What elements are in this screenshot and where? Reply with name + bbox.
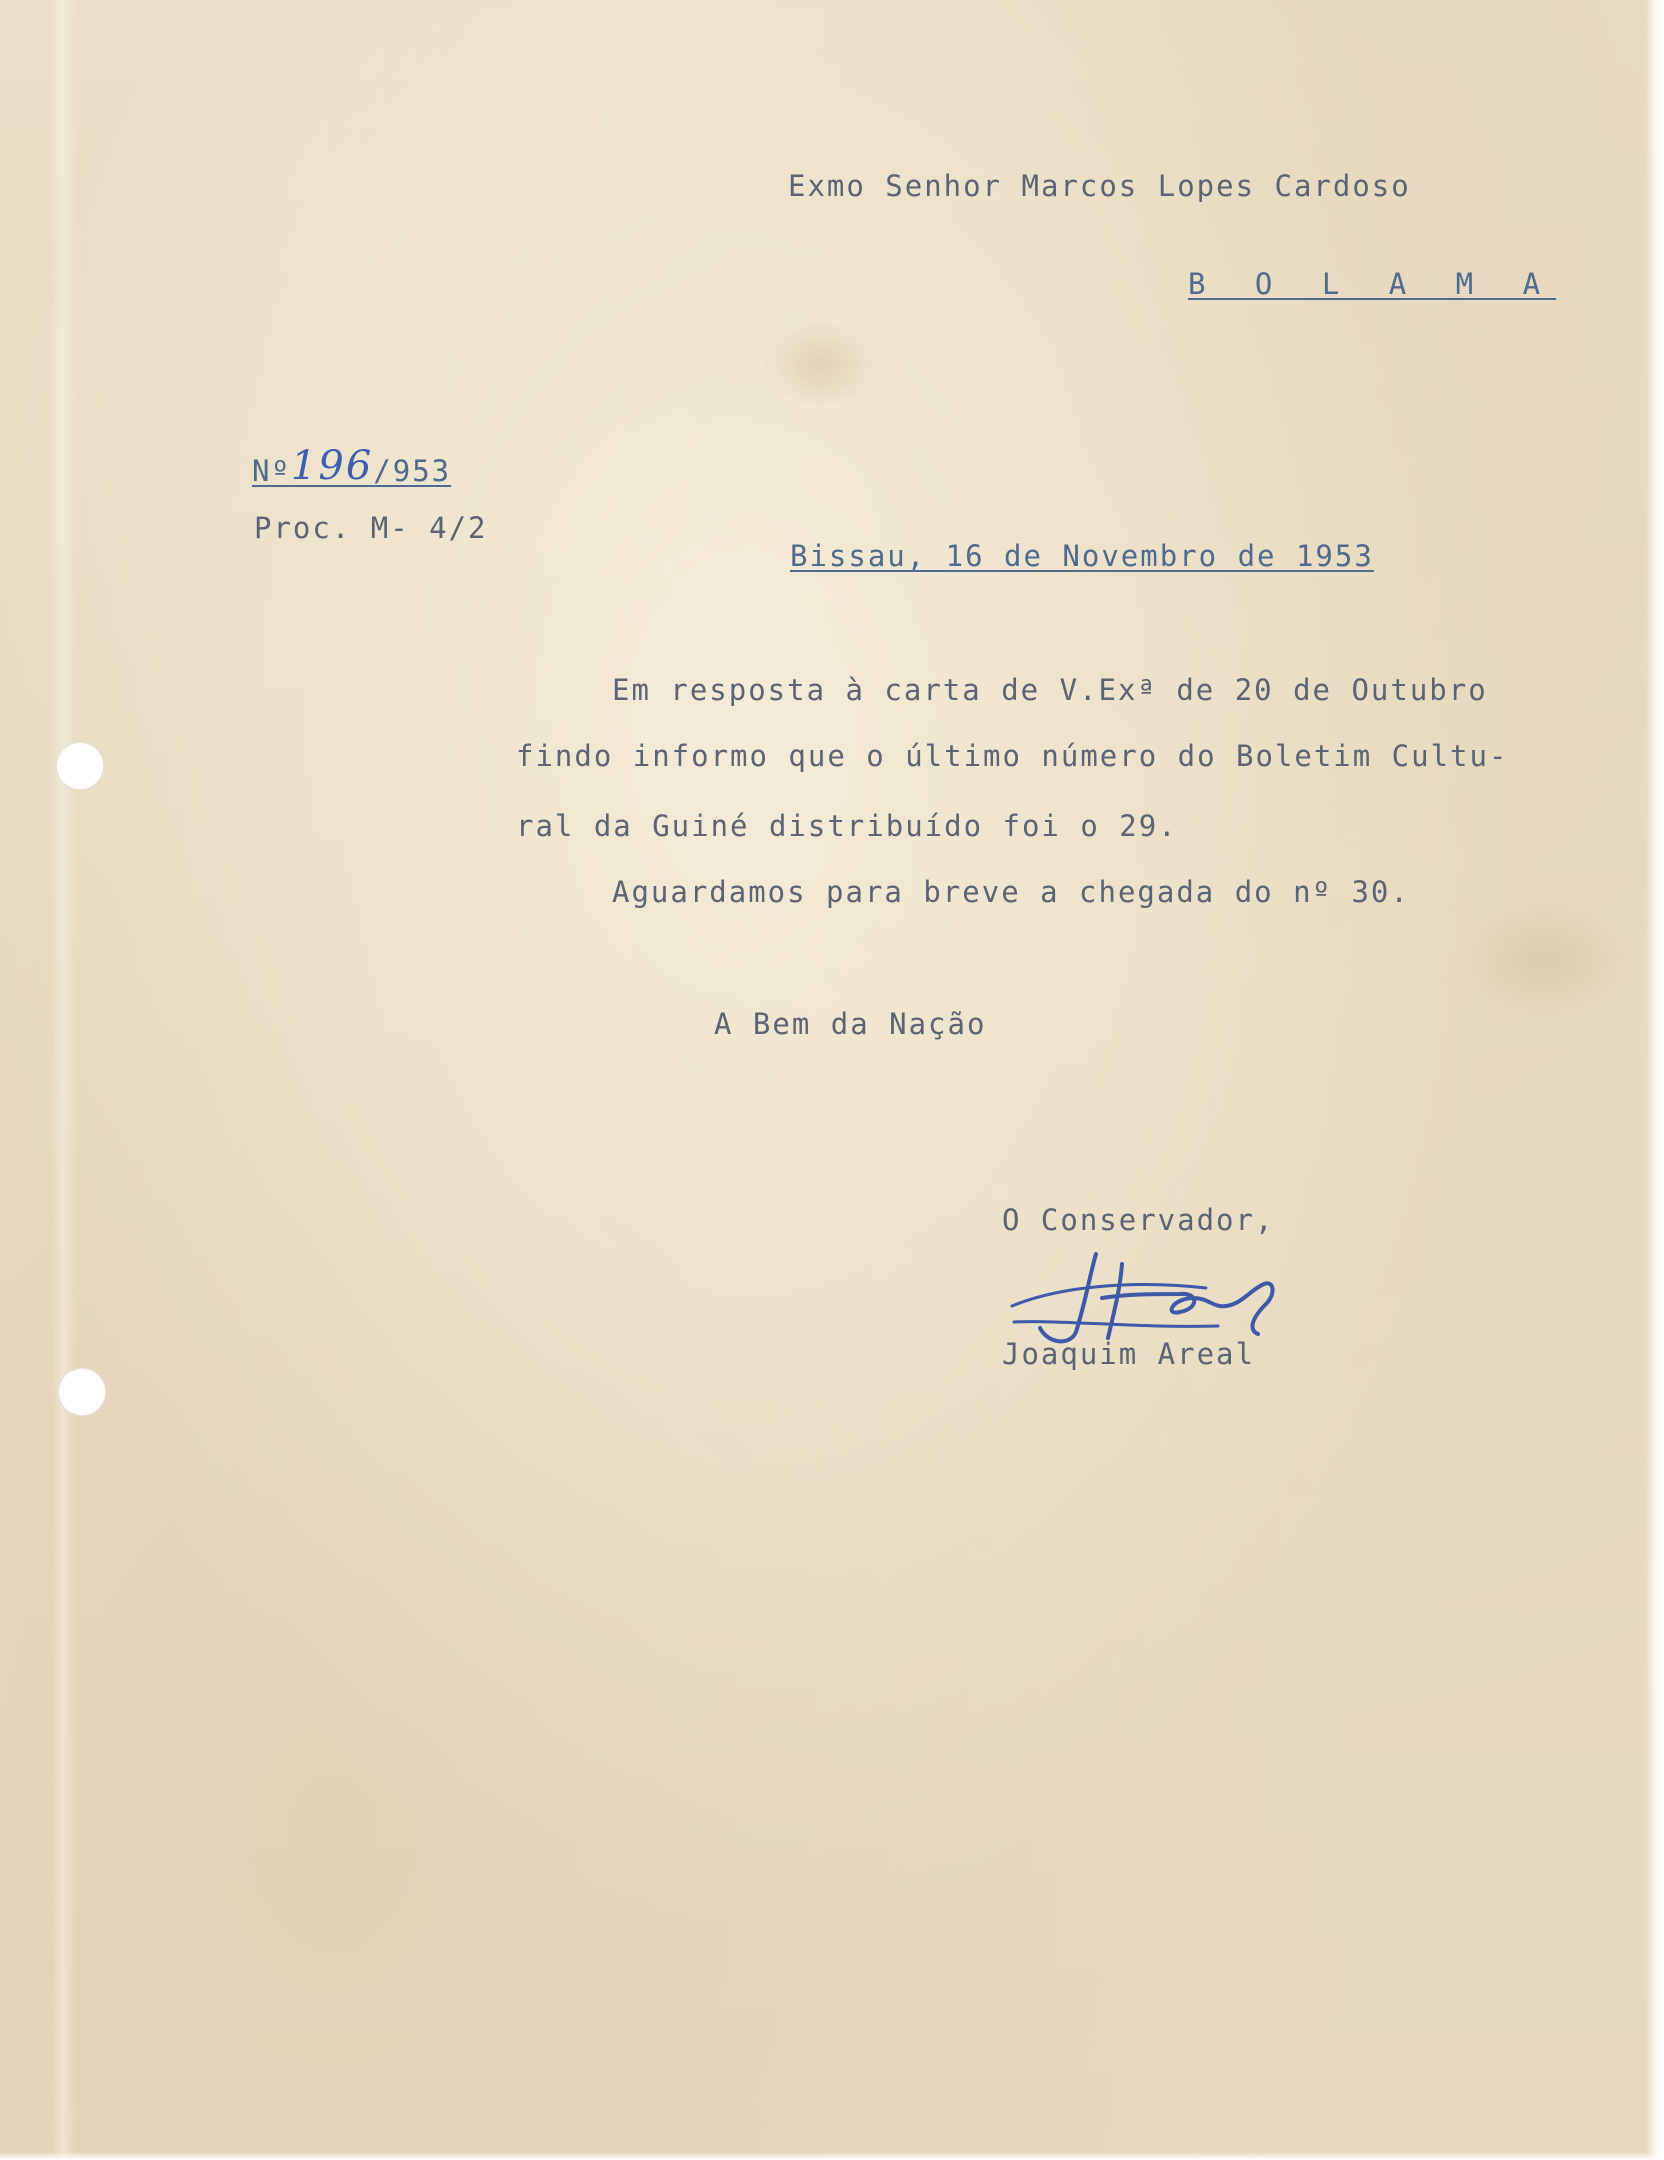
closing-formula: A Bem da Nação xyxy=(714,1007,987,1041)
punch-hole xyxy=(58,1368,106,1416)
paper-edge xyxy=(0,2152,1664,2160)
reference-prefix: Nº xyxy=(252,454,291,488)
handwritten-reference-number: 196 xyxy=(290,443,374,489)
paper-fold xyxy=(52,0,76,2160)
reference-year: /953 xyxy=(373,454,452,488)
body-line-4: Aguardamos para breve a chegada do nº 30. xyxy=(612,875,1410,909)
body-line-2: findo informo que o último número do Boletim Cultu- xyxy=(516,739,1509,773)
stain xyxy=(760,320,880,410)
paper-edge xyxy=(1646,0,1664,2160)
reference-number xyxy=(252,443,452,489)
destination-city: B O L A M A xyxy=(1188,267,1557,301)
body-line-3: ral da Guiné distribuído foi o 29. xyxy=(516,809,1178,843)
punch-hole xyxy=(56,742,104,790)
stain xyxy=(1460,900,1630,1020)
addressee-line: Exmo Senhor Marcos Lopes Cardoso xyxy=(788,169,1411,203)
place-date: Bissau, 16 de Novembro de 1953 xyxy=(790,539,1374,573)
process-reference: Proc. M- 4/2 xyxy=(254,511,488,545)
signatory-title: O Conservador, xyxy=(1002,1203,1275,1237)
signatory-name: Joaquim Areal xyxy=(1002,1337,1255,1371)
body-line-1: Em resposta à carta de V.Exª de 20 de Outubro xyxy=(612,673,1488,707)
